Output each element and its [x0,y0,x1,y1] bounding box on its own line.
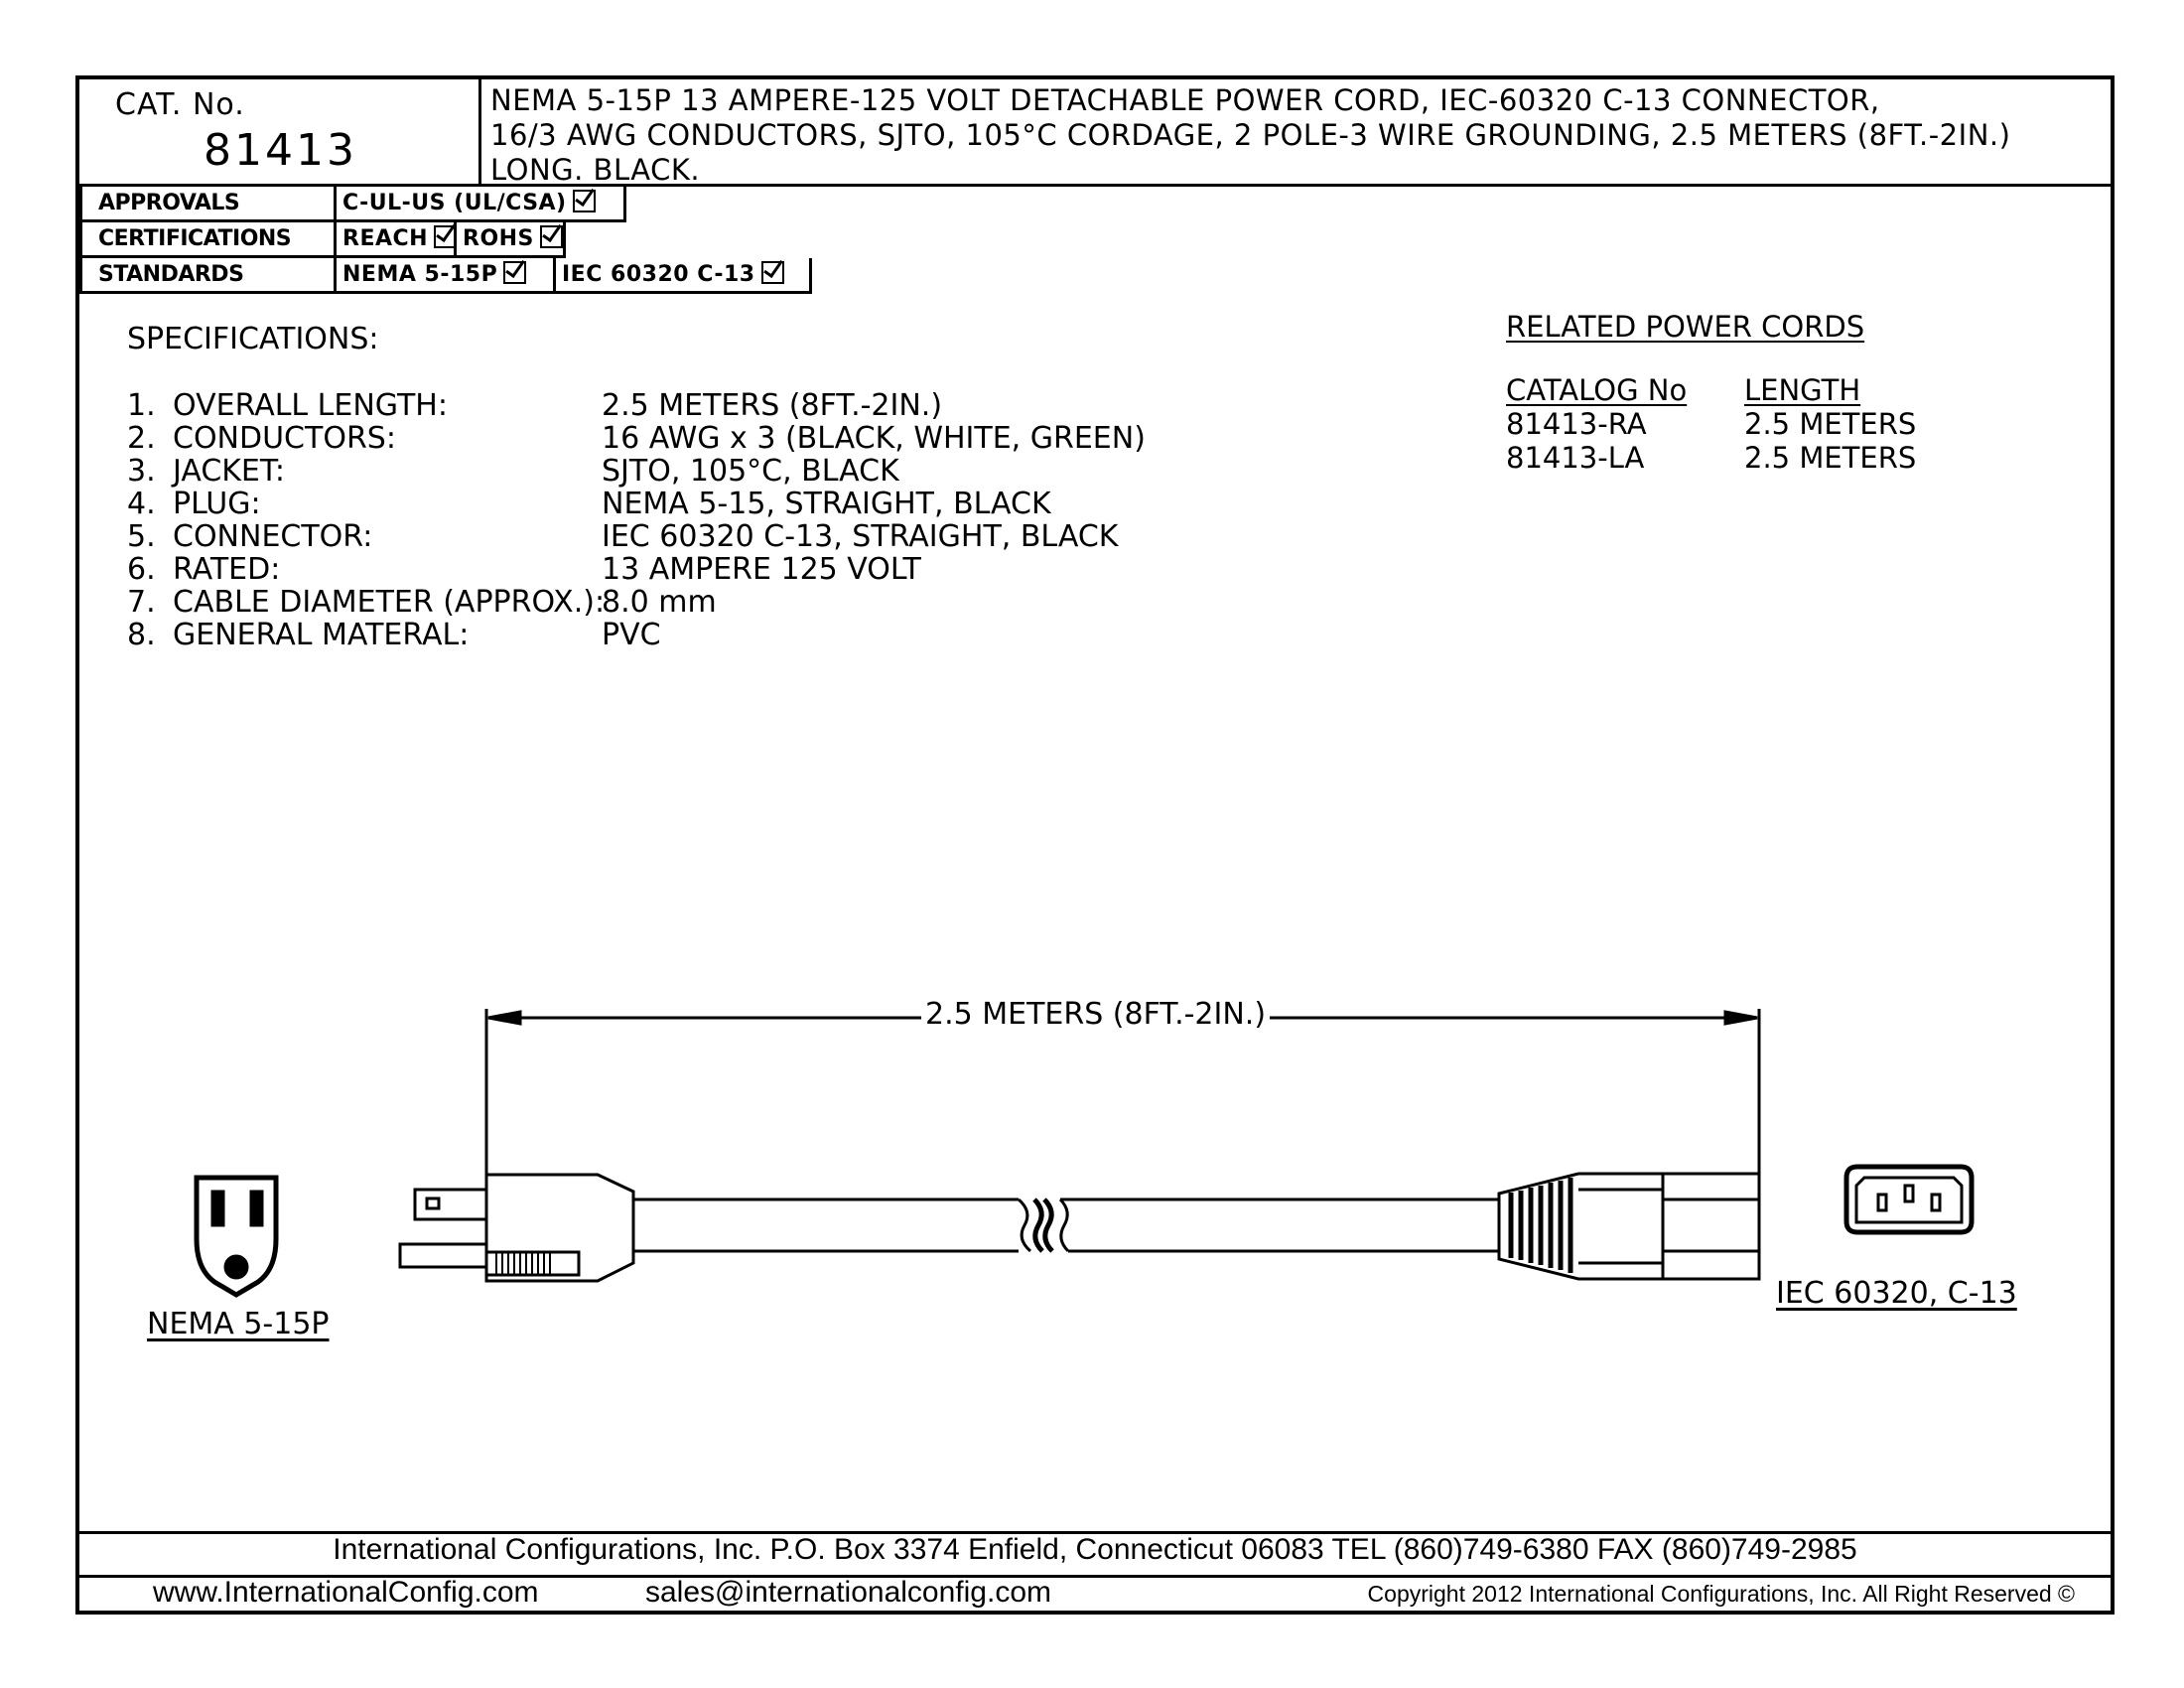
nema-plug-icon [400,1175,633,1281]
catalog-number-label: CAT. No. [115,87,245,122]
certification-reach: REACH [337,222,457,258]
certification-rohs: ROHS [457,222,566,258]
iec-connector-icon [1499,1174,1759,1279]
description-line: NEMA 5-15P 13 AMPERE-125 VOLT DETACHABLE POWER CORD, IEC-60320 C-13 CONNECTOR, [490,83,1880,117]
cord-break-icon [1034,1199,1052,1251]
specifications-title: SPECIFICATIONS: [127,322,379,356]
copyright-notice: Copyright 2012 International Configurations, Inc. All Right Reserved © [1367,1581,2075,1607]
related-length-header: LENGTH [1744,373,1861,407]
approvals-label: APPROVALS [79,187,337,222]
related-catalog-header: CATALOG No [1506,373,1688,407]
iec-connector-face-icon [1846,1167,1972,1232]
standard-nema: NEMA 5-15P [337,258,556,294]
drawing-sheet: CAT. No. 81413 NEMA 5-15P 13 AMPERE-125 VOLT DETACHABLE POWER CORD, IEC-60320 C-13 CONNECTOR, 16/3 AWG CONDUCTORS, SJTO, 105°C CORDAGE, 2 POLE-3 WIRE GROUNDING, 2.5 METERS (8FT.-2IN.) LONG. BLACK. APPROVALS C-UL-US (UL/CSA) CERTIFICATIONS REACH ROHS STANDARDS NEMA 5-15P IEC 60320 C-13 SPECIFICATIONS: 1. OVERALL LENGTH: 2.5 METERS (8FT.-2IN.) 2. CONDUCTORS: 16 AWG x 3 (BLACK, WHITE, GREEN) 3. JACKET: SJTO, 105°C, BLACK 4. PLUG: NEMA 5-15, STRAIGHT, BLACK 5. CONNECTOR: IEC 60320 C-13, STRAIGHT, BLACK 6. RATED: 13 AMPERE 125 VOLT 7. CABLE DIAMETER (APPROX.): 8.0 mm 8. GENERAL MATERAL: PVC RELATED POWER CORDS CATALOG No LENGTH 81413-RA 2.5 METERS 81413-LA 2.5 METERS 2.5 METERS (8FT.-2IN.) NEMA 5-15P IEC 60320, C-13 [75,75,2115,1615]
company-address: International Configurations, Inc. P.O. Box 3374 Enfield, Connecticut 06083 TEL (860)749-6380 FAX (860)749-2985 [333,1533,1857,1566]
standard-iec: IEC 60320 C-13 [556,258,812,294]
related-cords-title: RELATED POWER CORDS [1506,310,1865,344]
description-line: LONG. BLACK. [490,153,701,187]
company-email: sales@internationalconfig.com [645,1576,1051,1609]
approval-cul-us: C-UL-US (UL/CSA) [337,187,626,222]
cord-drawing [79,79,2111,1611]
description-line: 16/3 AWG CONDUCTORS, SJTO, 105°C CORDAGE, 2 POLE-3 WIRE GROUNDING, 2.5 METERS (8FT.-2IN.) [490,118,2011,152]
certifications-label: CERTIFICATIONS [79,222,337,258]
cord-left-segment [633,1199,1030,1251]
nema-plug-face-icon [197,1178,276,1295]
cord-right-segment [1060,1199,1499,1251]
company-website: www.InternationalConfig.com [153,1576,539,1609]
connector-label: IEC 60320, C-13 [1776,1276,2017,1311]
standards-label: STANDARDS [79,258,337,294]
dimension-label: 2.5 METERS (8FT.-2IN.) [921,997,1270,1032]
plug-label: NEMA 5-15P [147,1307,330,1341]
catalog-number: 81413 [204,125,357,176]
